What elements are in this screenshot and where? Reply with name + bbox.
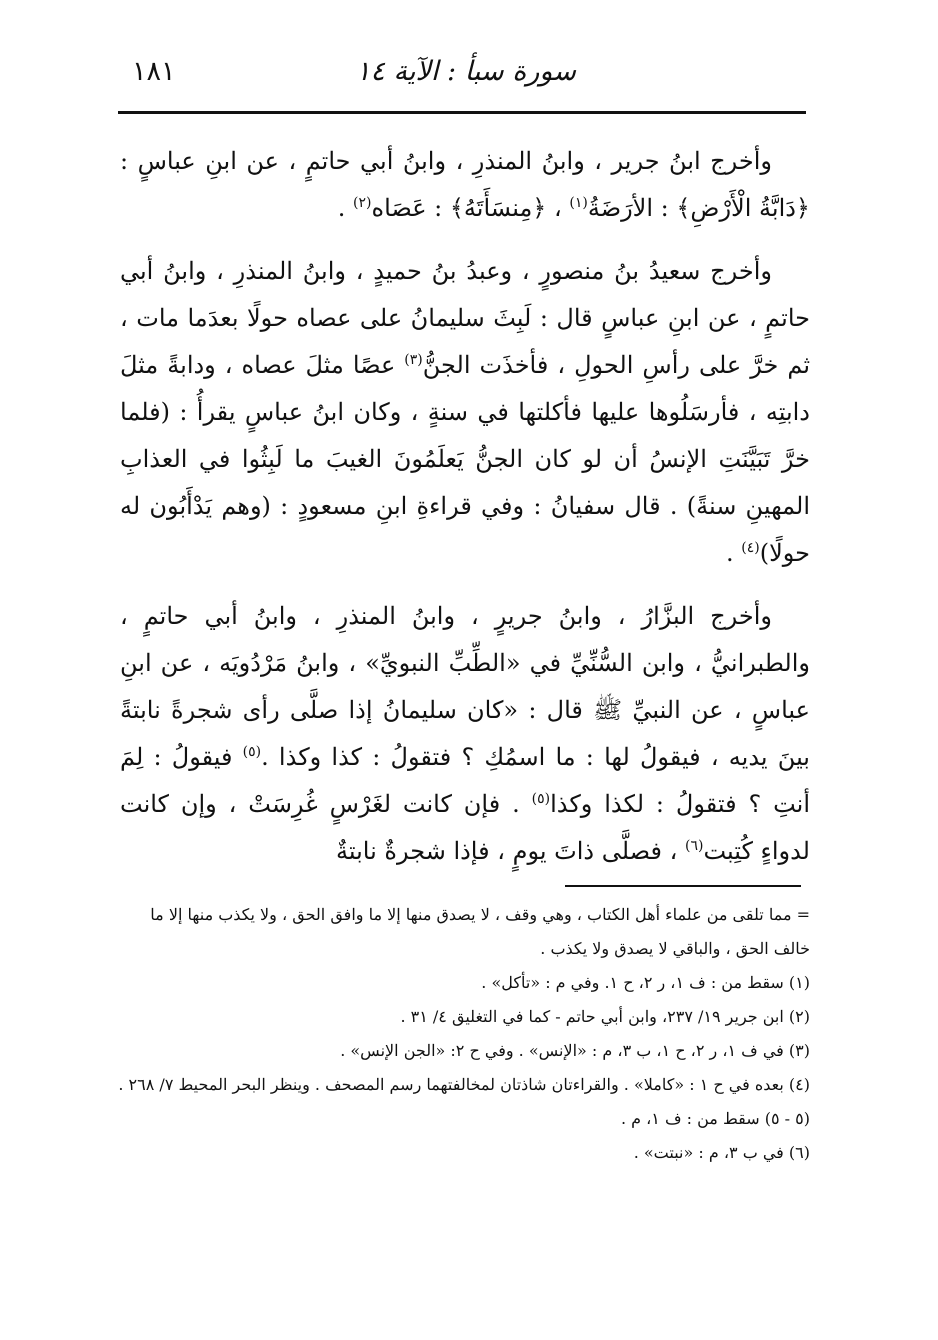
- text-line: الحولِ ، فأخذَت الجنُّ: [422, 351, 634, 379]
- footnote-ref: (١): [569, 195, 588, 211]
- footnote-ref: (٥): [242, 744, 262, 760]
- text-line: .: [725, 539, 742, 567]
- footnote-ref: (٣): [404, 352, 423, 368]
- text-line: وأخرج سعيدُ بنُ منصورٍ ، وعبدُ بنُ حميدٍ ، وابنُ المنذرِ ، وابنُ أبي حاتمٍ ،: [120, 257, 810, 332]
- text-line: .: [337, 194, 354, 222]
- text-line: ، فصلَّى ذاتَ يومٍ ، فإذا شجرةٌ نابتةٌ: [335, 837, 685, 865]
- text-line: فأكلتها في سنةٍ ، وكان ابنُ عباسٍ يقرأُ : (فلما خرَّ تَبَيَّنَتِ الإنسُ أن لو كان الجنُّ: [120, 398, 810, 473]
- text-line: ، ﴿مِنسَأَتَهُ﴾ : عَصَاه: [371, 194, 570, 222]
- text-line: فيقولُ : لِمَ أنتِ ؟ فتقولُ : لكذا وكذا: [120, 743, 810, 818]
- footnote-continuation: = مما تلقى من علماء أهل الكتاب ، وهي وقف ، لا يصدق منها إلا ما وافق الحق ، ولا يكذب منها إلا ما: [150, 905, 810, 924]
- text-line: الْأَرْضِ﴾ : الأرَضَةُ: [587, 194, 752, 222]
- text-line: وأخرج ابنُ جرير ، وابنُ المنذرِ ، وابنُ أبي حاتمٍ ، عن ابنِ عباسٍ : ﴿دَابَّةُ: [120, 147, 810, 222]
- footnote-ref: (٥): [531, 791, 551, 807]
- footnote-ref: (٦): [684, 838, 704, 854]
- footnote-6: (٦) في ب ٣، م : «نبتت» .: [633, 1143, 810, 1162]
- footnote-5: (٥ - ٥) سقط من : ف ١، م .: [620, 1109, 810, 1128]
- footnote-2: (٢) ابن جرير ١٩/ ٢٣٧، وابن أبي حاتم - كما في التغليق ٤/ ٣١ .: [400, 1007, 810, 1026]
- footnotes: [110, 898, 810, 1170]
- text-line: «كان سليمانُ إذا صلَّى رأى شجرةً نابتةً بينَ يديه ، فيقولُ لها : ما اسمُكِ ؟: [120, 696, 810, 771]
- text-line: لغَرْسٍ غُرِسَتْ ، وإن كانت لدواءٍ كُتِبت: [120, 790, 810, 865]
- text-line: السُّنِّيِّ في «الطِّبِّ النبويِّ» ، وابنُ مَرْدُويَه ، عن ابنِ عباسٍ ، عن النبيِّ ﷺ قال :: [120, 649, 810, 724]
- text-line: وأخرج البزَّارُ ، وابنُ جريرٍ ، وابنُ المنذرِ ، وابنُ أبي حاتمٍ ، والطبرانيُّ ، وابن: [120, 602, 810, 677]
- paragraph-2: [120, 248, 810, 577]
- footnote-ref: (٢): [353, 195, 372, 211]
- footnote-separator: [565, 885, 801, 887]
- footnote-4: (٤) بعده في ح ١ : «كاملا» . والقراءتان شاذتان لمخالفتهما رسم المصحف . وينظر البحر المحيط ٧/ ٢٦٨ .: [118, 1075, 810, 1094]
- text-line: مسعودٍ : (وهم يَدْأَبُون له حولًا): [120, 492, 810, 567]
- text-line: عن ابنِ عباسٍ قال : لَبِثَ سليمانُ على عصاه حولًا بعدَما مات ، ثم خرَّ على رأسِ: [120, 304, 810, 379]
- footnote-ref: (٤): [741, 540, 760, 556]
- footnote-3: (٣) في ف ١، ر ٢، ح ١، ب ٣، م : «الإنس» . وفي ح ٢: «الجن الإنس» .: [340, 1041, 810, 1060]
- footnote-1: (١) سقط من : ف ١، ر ٢، ح ١. وفي م : «تأكل» .: [481, 973, 810, 992]
- paragraph-1: [120, 138, 810, 232]
- header-rule: [118, 111, 806, 114]
- text-line: عصًا مثلَ عصاه ، ودابةً مثلَ دابتِه ، فأرسَلُوها عليها: [120, 351, 810, 426]
- paragraph-3: [120, 593, 810, 875]
- main-text: [120, 138, 810, 891]
- footnote-continuation: خالف الحق ، والباقي لا يصدق ولا يكذب .: [540, 939, 810, 958]
- text-line: فتقولُ : كذا وكذا .: [261, 743, 452, 771]
- page-number: ١٨١: [132, 56, 176, 87]
- text-line: . فإن كانت: [402, 790, 532, 818]
- text-line: يَعلَمُونَ الغيبَ ما لَبِثُوا في العذابِ المهينِ سنةً) . قال سفيانُ : وفي قراءةِ ابنِ: [120, 445, 810, 520]
- running-header: [118, 50, 806, 104]
- surah-title: سورة سبأ : الآية ١٤: [355, 56, 576, 87]
